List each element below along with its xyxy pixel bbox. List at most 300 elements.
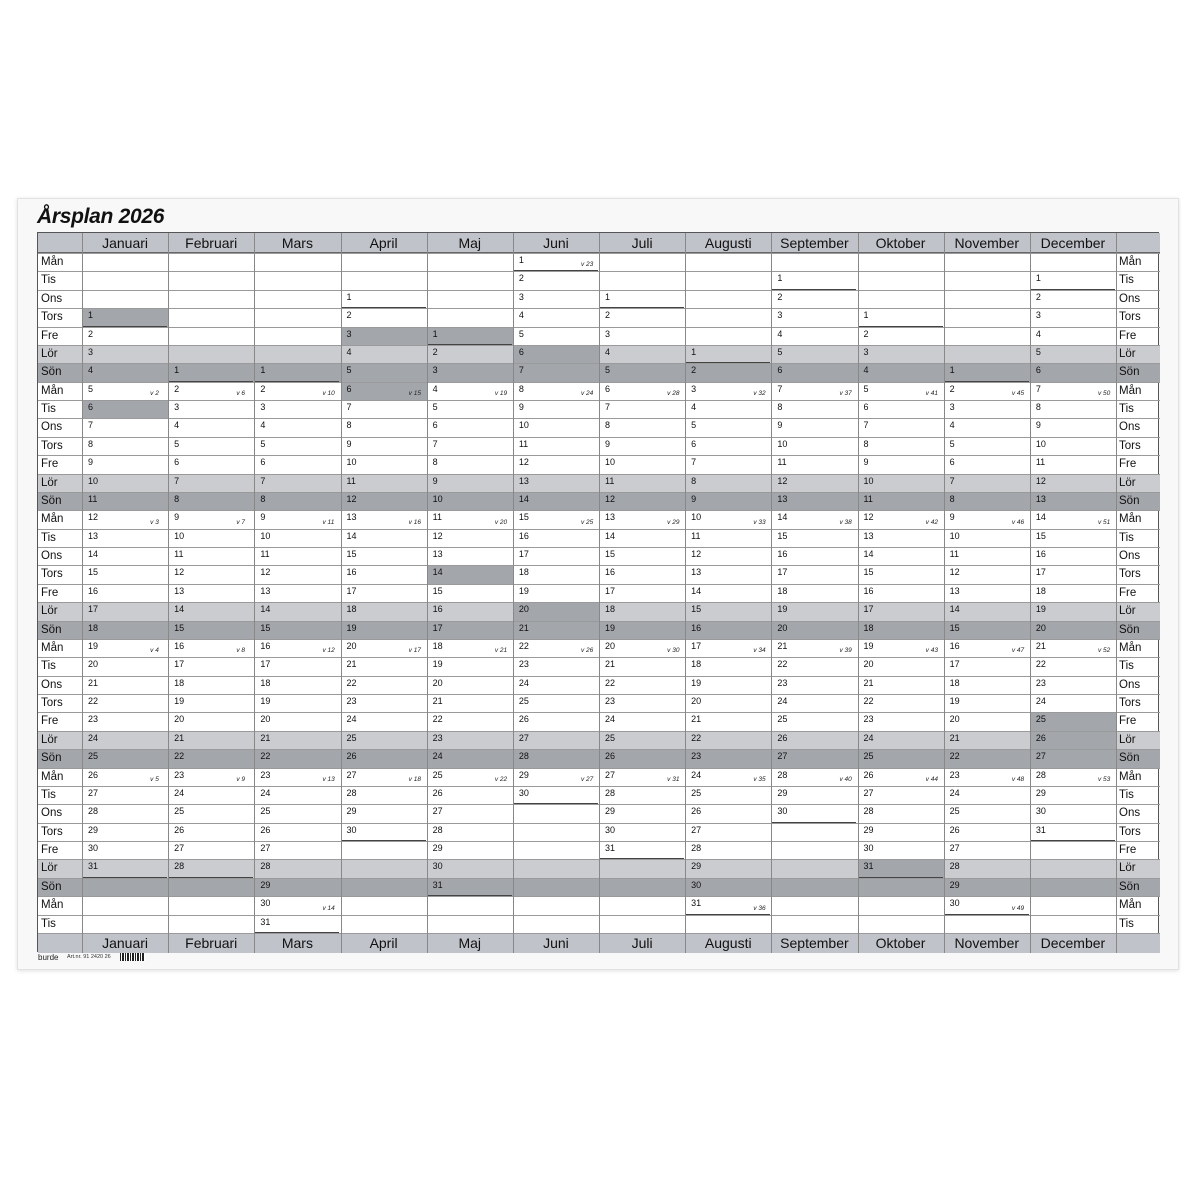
day-number[interactable]: 4	[88, 365, 94, 376]
day-number[interactable]: 14	[777, 512, 788, 523]
day-number[interactable]: 18	[346, 604, 357, 615]
day-number[interactable]: 18	[605, 604, 616, 615]
day-number[interactable]: 23	[260, 769, 271, 780]
day-number[interactable]: 14	[1035, 512, 1046, 523]
day-number[interactable]: 18	[777, 585, 788, 596]
day-number[interactable]: 30	[863, 843, 874, 854]
day-number[interactable]: 14	[346, 530, 357, 541]
day-number[interactable]: 17	[346, 585, 357, 596]
day-number[interactable]: 17	[863, 604, 874, 615]
day-number[interactable]: 7	[1035, 383, 1041, 394]
day-number[interactable]: 13	[518, 475, 529, 486]
day-number[interactable]: 19	[949, 696, 960, 707]
day-number[interactable]: 7	[518, 365, 524, 376]
day-number[interactable]: 19	[174, 696, 185, 707]
day-number[interactable]: 19	[432, 659, 443, 670]
day-number[interactable]: 1	[1035, 273, 1041, 284]
day-number[interactable]: 22	[949, 751, 960, 762]
day-number[interactable]: 2	[949, 383, 955, 394]
day-number[interactable]: 11	[346, 475, 356, 486]
day-number[interactable]: 16	[1035, 549, 1046, 560]
day-number[interactable]: 24	[949, 787, 960, 798]
day-number[interactable]: 25	[949, 806, 960, 817]
day-number[interactable]: 17	[260, 659, 271, 670]
day-number[interactable]: 4	[605, 346, 611, 357]
day-number[interactable]: 19	[777, 604, 788, 615]
day-number[interactable]: 24	[432, 751, 443, 762]
day-number[interactable]: 12	[1035, 475, 1046, 486]
day-number[interactable]: 22	[432, 714, 443, 725]
day-number[interactable]: 20	[518, 604, 529, 615]
day-number[interactable]: 9	[777, 420, 783, 431]
day-number[interactable]: 25	[88, 751, 99, 762]
day-number[interactable]: 26	[88, 769, 99, 780]
day-number[interactable]: 17	[518, 549, 529, 560]
day-number[interactable]: 5	[88, 383, 94, 394]
day-number[interactable]: 26	[260, 824, 271, 835]
day-number[interactable]: 20	[863, 659, 874, 670]
day-number[interactable]: 30	[260, 898, 271, 909]
day-number[interactable]: 9	[346, 438, 352, 449]
day-number[interactable]: 22	[605, 677, 616, 688]
day-number[interactable]: 14	[88, 549, 99, 560]
day-number[interactable]: 10	[1035, 438, 1046, 449]
day-number[interactable]: 6	[777, 365, 783, 376]
day-number[interactable]: 19	[1035, 604, 1046, 615]
day-number[interactable]: 27	[432, 806, 443, 817]
day-number[interactable]: 30	[346, 824, 357, 835]
day-number[interactable]: 13	[346, 512, 357, 523]
day-number[interactable]: 5	[174, 438, 180, 449]
day-number[interactable]: 7	[88, 420, 94, 431]
day-number[interactable]: 28	[260, 861, 271, 872]
day-number[interactable]: 20	[605, 640, 616, 651]
day-number[interactable]: 2	[174, 383, 180, 394]
day-number[interactable]: 21	[346, 659, 357, 670]
day-number[interactable]: 25	[777, 714, 788, 725]
day-number[interactable]: 10	[432, 493, 443, 504]
day-number[interactable]: 11	[88, 493, 98, 504]
day-number[interactable]: 4	[518, 310, 524, 321]
day-number[interactable]: 21	[949, 732, 960, 743]
day-number[interactable]: 21	[777, 640, 788, 651]
day-number[interactable]: 8	[1035, 402, 1041, 413]
day-number[interactable]: 11	[1035, 457, 1046, 468]
day-number[interactable]: 12	[518, 457, 529, 468]
day-number[interactable]: 9	[260, 512, 266, 523]
day-number[interactable]: 18	[260, 677, 271, 688]
day-number[interactable]: 16	[691, 622, 702, 633]
day-number[interactable]: 22	[174, 751, 185, 762]
day-number[interactable]: 31	[1035, 824, 1046, 835]
day-number[interactable]: 17	[174, 659, 185, 670]
day-number[interactable]: 5	[432, 402, 438, 413]
day-number[interactable]: 24	[777, 696, 788, 707]
day-number[interactable]: 28	[1035, 769, 1046, 780]
day-number[interactable]: 4	[949, 420, 955, 431]
day-number[interactable]: 13	[777, 493, 788, 504]
day-number[interactable]: 26	[346, 751, 357, 762]
day-number[interactable]: 15	[88, 567, 99, 578]
day-number[interactable]: 24	[1035, 696, 1046, 707]
day-number[interactable]: 16	[346, 567, 357, 578]
day-number[interactable]: 3	[346, 328, 352, 339]
day-number[interactable]: 6	[432, 420, 438, 431]
day-number[interactable]: 10	[174, 530, 185, 541]
day-number[interactable]: 30	[518, 787, 529, 798]
day-number[interactable]: 9	[605, 438, 611, 449]
day-number[interactable]: 10	[88, 475, 99, 486]
day-number[interactable]: 23	[346, 696, 357, 707]
day-number[interactable]: 1	[260, 365, 266, 376]
day-number[interactable]: 17	[88, 604, 99, 615]
day-number[interactable]: 6	[949, 457, 955, 468]
day-number[interactable]: 3	[1035, 310, 1041, 321]
day-number[interactable]: 4	[863, 365, 869, 376]
day-number[interactable]: 19	[518, 585, 529, 596]
day-number[interactable]: 22	[777, 659, 788, 670]
day-number[interactable]: 21	[518, 622, 529, 633]
day-number[interactable]: 15	[863, 567, 874, 578]
day-number[interactable]: 28	[174, 861, 185, 872]
day-number[interactable]: 30	[777, 806, 788, 817]
day-number[interactable]: 6	[863, 402, 869, 413]
day-number[interactable]: 6	[1035, 365, 1041, 376]
day-number[interactable]: 14	[605, 530, 616, 541]
day-number[interactable]: 22	[88, 696, 99, 707]
day-number[interactable]: 3	[260, 402, 266, 413]
day-number[interactable]: 2	[432, 346, 438, 357]
day-number[interactable]: 30	[1035, 806, 1046, 817]
day-number[interactable]: 8	[346, 420, 352, 431]
day-number[interactable]: 4	[691, 402, 697, 413]
day-number[interactable]: 2	[1035, 291, 1041, 302]
day-number[interactable]: 6	[88, 402, 94, 413]
day-number[interactable]: 18	[691, 659, 702, 670]
day-number[interactable]: 4	[260, 420, 266, 431]
day-number[interactable]: 29	[863, 824, 874, 835]
day-number[interactable]: 26	[777, 732, 788, 743]
day-number[interactable]: 18	[949, 677, 960, 688]
day-number[interactable]: 18	[1035, 585, 1046, 596]
day-number[interactable]: 5	[863, 383, 869, 394]
day-number[interactable]: 15	[949, 622, 960, 633]
day-number[interactable]: 9	[949, 512, 955, 523]
day-number[interactable]: 7	[777, 383, 783, 394]
day-number[interactable]: 21	[691, 714, 702, 725]
day-number[interactable]: 23	[863, 714, 874, 725]
day-number[interactable]: 1	[346, 291, 352, 302]
day-number[interactable]: 12	[691, 549, 702, 560]
day-number[interactable]: 30	[949, 898, 960, 909]
day-number[interactable]: 29	[1035, 787, 1046, 798]
day-number[interactable]: 9	[88, 457, 94, 468]
day-number[interactable]: 29	[691, 861, 702, 872]
day-number[interactable]: 14	[432, 567, 443, 578]
day-number[interactable]: 27	[605, 769, 616, 780]
day-number[interactable]: 30	[605, 824, 616, 835]
day-number[interactable]: 10	[863, 475, 874, 486]
day-number[interactable]: 22	[260, 751, 271, 762]
day-number[interactable]: 23	[777, 677, 788, 688]
day-number[interactable]: 12	[174, 567, 185, 578]
day-number[interactable]: 17	[949, 659, 960, 670]
day-number[interactable]: 24	[260, 787, 271, 798]
day-number[interactable]: 28	[691, 843, 702, 854]
day-number[interactable]: 8	[949, 493, 955, 504]
day-number[interactable]: 26	[174, 824, 185, 835]
day-number[interactable]: 17	[777, 567, 788, 578]
day-number[interactable]: 28	[777, 769, 788, 780]
day-number[interactable]: 12	[863, 512, 874, 523]
day-number[interactable]: 28	[88, 806, 99, 817]
day-number[interactable]: 13	[1035, 493, 1046, 504]
day-number[interactable]: 8	[777, 402, 783, 413]
day-number[interactable]: 20	[88, 659, 99, 670]
day-number[interactable]: 2	[777, 291, 783, 302]
day-number[interactable]: 1	[863, 310, 869, 321]
day-number[interactable]: 27	[863, 787, 874, 798]
day-number[interactable]: 1	[605, 291, 611, 302]
day-number[interactable]: 15	[1035, 530, 1046, 541]
day-number[interactable]: 2	[260, 383, 266, 394]
day-number[interactable]: 29	[518, 769, 529, 780]
day-number[interactable]: 18	[432, 640, 443, 651]
day-number[interactable]: 27	[518, 732, 529, 743]
day-number[interactable]: 23	[88, 714, 99, 725]
day-number[interactable]: 11	[518, 438, 529, 449]
day-number[interactable]: 12	[605, 493, 616, 504]
day-number[interactable]: 12	[432, 530, 443, 541]
day-number[interactable]: 29	[432, 843, 443, 854]
day-number[interactable]: 3	[863, 346, 869, 357]
day-number[interactable]: 27	[260, 843, 271, 854]
day-number[interactable]: 16	[863, 585, 874, 596]
day-number[interactable]: 10	[691, 512, 702, 523]
day-number[interactable]: 7	[691, 457, 697, 468]
day-number[interactable]: 9	[174, 512, 180, 523]
day-number[interactable]: 24	[88, 732, 99, 743]
day-number[interactable]: 7	[605, 402, 611, 413]
day-number[interactable]: 8	[260, 493, 266, 504]
day-number[interactable]: 23	[174, 769, 185, 780]
day-number[interactable]: 16	[949, 640, 960, 651]
day-number[interactable]: 14	[949, 604, 960, 615]
day-number[interactable]: 16	[777, 549, 788, 560]
day-number[interactable]: 2	[518, 273, 524, 284]
day-number[interactable]: 17	[605, 585, 616, 596]
day-number[interactable]: 26	[518, 714, 529, 725]
day-number[interactable]: 16	[432, 604, 443, 615]
day-number[interactable]: 24	[346, 714, 357, 725]
day-number[interactable]: 25	[432, 769, 443, 780]
day-number[interactable]: 3	[949, 402, 955, 413]
day-number[interactable]: 20	[346, 640, 357, 651]
day-number[interactable]: 28	[518, 751, 529, 762]
day-number[interactable]: 20	[432, 677, 443, 688]
day-number[interactable]: 5	[346, 365, 352, 376]
day-number[interactable]: 31	[605, 843, 616, 854]
day-number[interactable]: 5	[1035, 346, 1041, 357]
day-number[interactable]: 24	[518, 677, 529, 688]
day-number[interactable]: 23	[518, 659, 529, 670]
day-number[interactable]: 23	[1035, 677, 1046, 688]
day-number[interactable]: 31	[691, 898, 702, 909]
day-number[interactable]: 2	[88, 328, 94, 339]
day-number[interactable]: 1	[174, 365, 180, 376]
day-number[interactable]: 27	[949, 843, 960, 854]
day-number[interactable]: 8	[518, 383, 524, 394]
day-number[interactable]: 7	[863, 420, 869, 431]
day-number[interactable]: 5	[260, 438, 266, 449]
day-number[interactable]: 4	[1035, 328, 1041, 339]
day-number[interactable]: 19	[605, 622, 616, 633]
day-number[interactable]: 4	[432, 383, 438, 394]
day-number[interactable]: 1	[88, 310, 94, 321]
day-number[interactable]: 12	[88, 512, 99, 523]
day-number[interactable]: 10	[260, 530, 271, 541]
day-number[interactable]: 19	[863, 640, 874, 651]
day-number[interactable]: 29	[777, 787, 788, 798]
day-number[interactable]: 14	[518, 493, 529, 504]
day-number[interactable]: 3	[88, 346, 94, 357]
day-number[interactable]: 31	[432, 879, 443, 890]
day-number[interactable]: 1	[777, 273, 783, 284]
day-number[interactable]: 15	[777, 530, 788, 541]
day-number[interactable]: 26	[949, 824, 960, 835]
day-number[interactable]: 19	[260, 696, 271, 707]
day-number[interactable]: 12	[346, 493, 357, 504]
day-number[interactable]: 19	[346, 622, 357, 633]
day-number[interactable]: 20	[949, 714, 960, 725]
day-number[interactable]: 2	[691, 365, 697, 376]
day-number[interactable]: 11	[605, 475, 615, 486]
day-number[interactable]: 25	[691, 787, 702, 798]
day-number[interactable]: 27	[174, 843, 185, 854]
day-number[interactable]: 18	[863, 622, 874, 633]
day-number[interactable]: 10	[777, 438, 788, 449]
day-number[interactable]: 25	[518, 696, 529, 707]
day-number[interactable]: 24	[863, 732, 874, 743]
day-number[interactable]: 9	[691, 493, 697, 504]
day-number[interactable]: 16	[88, 585, 99, 596]
day-number[interactable]: 23	[949, 769, 960, 780]
day-number[interactable]: 6	[174, 457, 180, 468]
day-number[interactable]: 11	[260, 549, 270, 560]
day-number[interactable]: 22	[863, 696, 874, 707]
day-number[interactable]: 28	[605, 787, 616, 798]
day-number[interactable]: 18	[518, 567, 529, 578]
day-number[interactable]: 16	[174, 640, 185, 651]
day-number[interactable]: 25	[174, 806, 185, 817]
day-number[interactable]: 21	[432, 696, 443, 707]
day-number[interactable]: 6	[346, 383, 352, 394]
day-number[interactable]: 5	[777, 346, 783, 357]
day-number[interactable]: 13	[260, 585, 271, 596]
day-number[interactable]: 29	[346, 806, 357, 817]
day-number[interactable]: 28	[432, 824, 443, 835]
day-number[interactable]: 25	[346, 732, 357, 743]
day-number[interactable]: 15	[432, 585, 443, 596]
day-number[interactable]: 15	[691, 604, 702, 615]
day-number[interactable]: 25	[863, 751, 874, 762]
day-number[interactable]: 21	[605, 659, 616, 670]
day-number[interactable]: 6	[260, 457, 266, 468]
day-number[interactable]: 25	[1035, 714, 1046, 725]
day-number[interactable]: 22	[518, 640, 529, 651]
day-number[interactable]: 13	[863, 530, 874, 541]
day-number[interactable]: 26	[691, 806, 702, 817]
day-number[interactable]: 7	[260, 475, 266, 486]
day-number[interactable]: 22	[691, 732, 702, 743]
day-number[interactable]: 9	[432, 475, 438, 486]
day-number[interactable]: 12	[949, 567, 960, 578]
day-number[interactable]: 13	[949, 585, 960, 596]
day-number[interactable]: 25	[260, 806, 271, 817]
day-number[interactable]: 30	[88, 843, 99, 854]
day-number[interactable]: 26	[1035, 732, 1046, 743]
day-number[interactable]: 15	[605, 549, 616, 560]
day-number[interactable]: 23	[691, 751, 702, 762]
day-number[interactable]: 13	[605, 512, 616, 523]
day-number[interactable]: 26	[432, 787, 443, 798]
day-number[interactable]: 10	[949, 530, 960, 541]
day-number[interactable]: 5	[949, 438, 955, 449]
day-number[interactable]: 5	[605, 365, 611, 376]
day-number[interactable]: 27	[777, 751, 788, 762]
day-number[interactable]: 22	[346, 677, 357, 688]
day-number[interactable]: 4	[346, 346, 352, 357]
day-number[interactable]: 14	[863, 549, 874, 560]
day-number[interactable]: 13	[691, 567, 702, 578]
day-number[interactable]: 21	[174, 732, 185, 743]
day-number[interactable]: 27	[346, 769, 357, 780]
day-number[interactable]: 17	[1035, 567, 1046, 578]
day-number[interactable]: 16	[518, 530, 529, 541]
day-number[interactable]: 14	[260, 604, 271, 615]
day-number[interactable]: 27	[1035, 751, 1046, 762]
day-number[interactable]: 8	[691, 475, 697, 486]
day-number[interactable]: 15	[260, 622, 271, 633]
day-number[interactable]: 9	[518, 402, 524, 413]
day-number[interactable]: 31	[260, 916, 271, 927]
day-number[interactable]: 6	[605, 383, 611, 394]
day-number[interactable]: 21	[260, 732, 271, 743]
day-number[interactable]: 24	[605, 714, 616, 725]
day-number[interactable]: 17	[691, 640, 702, 651]
day-number[interactable]: 11	[432, 512, 442, 523]
day-number[interactable]: 10	[605, 457, 616, 468]
day-number[interactable]: 11	[949, 549, 959, 560]
day-number[interactable]: 6	[691, 438, 697, 449]
day-number[interactable]: 3	[518, 291, 524, 302]
day-number[interactable]: 20	[777, 622, 788, 633]
day-number[interactable]: 12	[260, 567, 271, 578]
day-number[interactable]: 26	[863, 769, 874, 780]
day-number[interactable]: 23	[605, 696, 616, 707]
day-number[interactable]: 1	[432, 328, 438, 339]
day-number[interactable]: 30	[432, 861, 443, 872]
day-number[interactable]: 23	[432, 732, 443, 743]
day-number[interactable]: 16	[605, 567, 616, 578]
day-number[interactable]: 17	[432, 622, 443, 633]
day-number[interactable]: 13	[88, 530, 99, 541]
day-number[interactable]: 11	[863, 493, 873, 504]
day-number[interactable]: 21	[863, 677, 874, 688]
day-number[interactable]: 8	[863, 438, 869, 449]
day-number[interactable]: 9	[1035, 420, 1041, 431]
day-number[interactable]: 19	[691, 677, 702, 688]
